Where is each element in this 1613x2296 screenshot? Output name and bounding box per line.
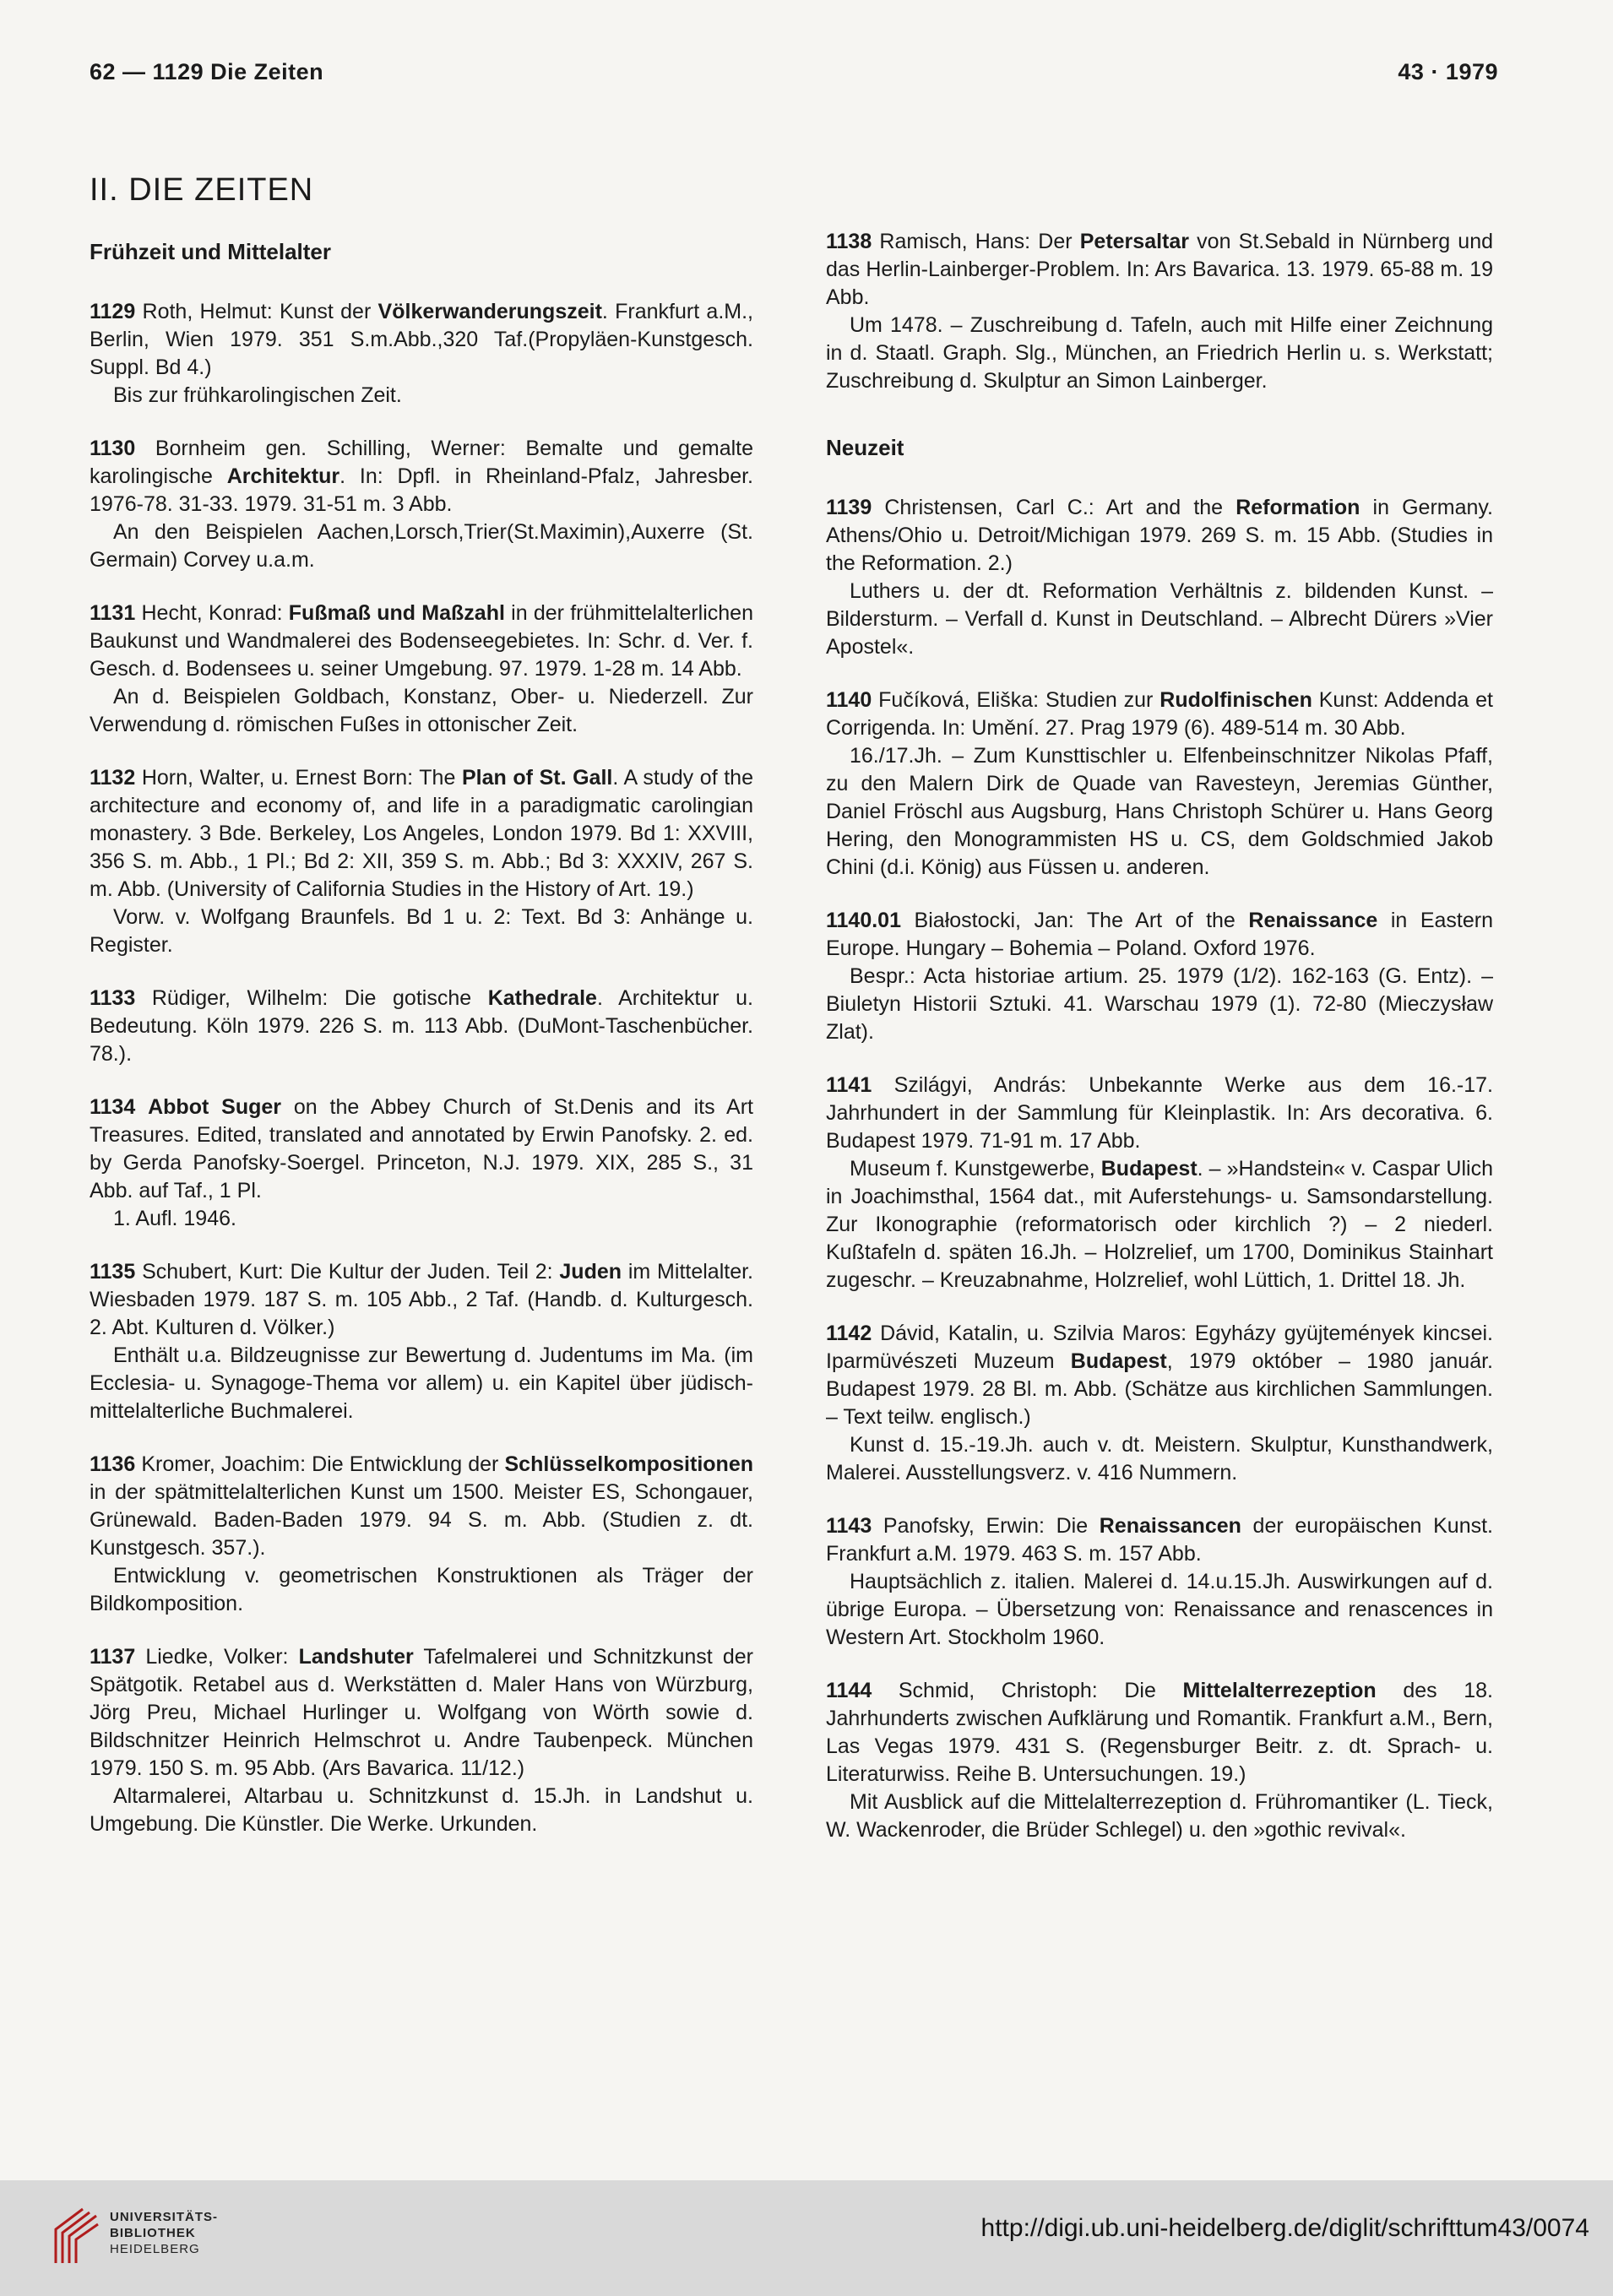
entry-number: 1135	[90, 1260, 136, 1284]
bibliography-entry	[826, 1320, 1493, 1487]
annotation-keyword: Budapest	[1100, 1157, 1198, 1181]
entry-citation	[90, 1094, 753, 1205]
entry-text-post: . Frankfurt a.M., Berlin, Wien 1979. 351 S.m.Abb.,320 Taf.(Propyläen-Kunstgesch. Suppl. Bd 4.)	[90, 300, 753, 379]
annotation-text: Um 1478. – Zuschreibung d. Tafeln, auch mit Hilfe einer Zeichnung in d. Staatl. Graph. Slg., München, an Friedrich Herlin u. s. Werkstatt; Zuschreibung d. Skulptur an Simon Lainberger.	[826, 313, 1493, 393]
entry-number: 1134	[90, 1095, 136, 1119]
entry-text-post: Kunst: Addenda et Corrigenda. In: Umění. 27. Prag 1979 (6). 489-514 m. 30 Abb.	[826, 688, 1493, 740]
entry-keyword: Plan of St. Gall	[461, 766, 613, 790]
entry-text-pre: Liedke, Volker:	[135, 1645, 299, 1669]
entry-text-post: Tafelmalerei und Schnitzkunst der Spätgotik. Retabel aus d. Werkstätten d. Maler Hans von Würzburg, Jörg Preu, Michael Hurlinger u. Wolfgang von Wörth sowie d. Bildschnitzer Heinrich Helmschrot u. Andre Taubenpeck. München 1979. 150 S. m. 95 Abb. (Ars Bavarica. 11/12.)	[90, 1645, 753, 1780]
library-logo-icon	[49, 2204, 100, 2265]
annotation-text: Hauptsächlich z. italien. Malerei d. 14.u.15.Jh. Auswirkungen auf d. übrige Europa. – Übersetzung von: Renaissance and renascences in Western Art. Stockholm 1960.	[826, 1570, 1493, 1649]
footer-bar	[0, 2180, 1613, 2296]
entry-citation	[90, 1643, 753, 1783]
left-entry-list	[90, 298, 753, 1838]
entry-annotation	[90, 904, 753, 959]
annotation-text-pre: Museum f. Kunstgewerbe,	[850, 1157, 1101, 1181]
entry-number: 1143	[826, 1514, 872, 1538]
entry-text-pre: Białostocki, Jan: The Art of the	[901, 909, 1249, 932]
entry-annotation	[826, 578, 1493, 661]
bibliography-entry	[826, 1512, 1493, 1652]
entry-keyword: Fußmaß und Maßzahl	[288, 601, 505, 625]
entry-keyword: Reformation	[1236, 496, 1360, 519]
entry-text-pre: Fučíková, Eliška: Studien zur	[872, 688, 1160, 712]
running-head-right: 43 · 1979	[1398, 59, 1498, 84]
entry-citation	[90, 435, 753, 518]
annotation-text: . – »Handstein« v. Caspar Ulich in Joachimsthal, 1564 dat., mit Auferstehungs- u. Samsondarstellung. Zur Ikonographie (reformatorisch oder kirchlich ?) – 2 niederl. Kußtafeln d. späten 16.Jh. – Holzrelief, um 1700, Dominikus Stainhart zugeschr. – Kreuzabnahme, Holzrelief, wohl Lüttich, 1. Drittel 18. Jh.	[826, 1157, 1493, 1292]
entry-text-pre: Kromer, Joachim: Die Entwicklung der	[135, 1452, 505, 1476]
annotation-text: Entwicklung v. geometrischen Konstruktionen als Träger der Bildkomposition.	[90, 1564, 753, 1615]
entry-citation	[826, 687, 1493, 742]
entry-text-pre: Szilágyi, András: Unbekannte Werke aus dem 16.-17. Jahrhundert in der Sammlung für Kleinplastik. In: Ars decorativa. 6. Budapest 1979. 71-91 m. 17 Abb.	[826, 1073, 1493, 1153]
entry-citation	[90, 1451, 753, 1562]
entry-text-pre: Bornheim gen. Schilling, Werner: Bemalte und gemalte karolingische	[90, 437, 753, 488]
entry-text-post: . Architektur u. Bedeutung. Köln 1979. 226 S. m. 113 Abb. (DuMont-Taschenbücher. 78.).	[90, 986, 753, 1066]
entry-annotation	[90, 382, 753, 410]
entry-citation	[826, 1677, 1493, 1788]
library-name-line3: HEIDELBERG	[110, 2242, 200, 2256]
entry-annotation	[826, 1431, 1493, 1487]
entry-text-post: on the Abbey Church of St.Denis and its Art Treasures. Edited, translated and annotated by Erwin Panofsky. 2. ed. by Gerda Panofsky-Soergel. Princeton, N.J. 1979. XIX, 285 S., 31 Abb. auf Taf., 1 Pl.	[90, 1095, 753, 1202]
right-entry-list-top	[826, 228, 1493, 395]
entry-keyword: Mittelalterrezeption	[1182, 1679, 1377, 1702]
entry-number: 1130	[90, 437, 136, 460]
bibliography-entry	[826, 228, 1493, 395]
annotation-text: Altarmalerei, Altarbau u. Schnitzkunst d. 15.Jh. in Landshut u. Umgebung. Die Künstler. Die Werke. Urkunden.	[90, 1784, 753, 1836]
entry-number: 1140	[826, 688, 872, 712]
entry-text-pre: Panofsky, Erwin: Die	[872, 1514, 1100, 1538]
entry-citation	[90, 985, 753, 1068]
entry-number: 1133	[90, 986, 136, 1010]
entry-citation	[826, 1512, 1493, 1568]
bibliography-entry	[90, 1094, 753, 1233]
annotation-text: Luthers u. der dt. Reformation Verhältnis z. bildenden Kunst. – Bildersturm. – Verfall d. Kunst in Deutschland. – Albrecht Dürers »Vier Apostel«.	[826, 579, 1493, 659]
right-entry-list	[826, 494, 1493, 1844]
source-url-link[interactable]: http://digi.ub.uni-heidelberg.de/diglit/schrifttum43/0074	[980, 2214, 1589, 2242]
entry-annotation	[826, 1788, 1493, 1844]
section-title: II. DIE ZEITEN	[90, 172, 314, 208]
entry-keyword: Petersaltar	[1079, 230, 1189, 253]
entry-text-pre: Schubert, Kurt: Die Kultur der Juden. Teil 2:	[135, 1260, 560, 1284]
annotation-text: Bis zur frühkarolingischen Zeit.	[113, 383, 402, 407]
annotation-text: Bespr.: Acta historiae artium. 25. 1979 (1/2). 162-163 (G. Entz). – Biuletyn Historii Sztuki. 41. Warschau 1979 (1). 72-80 (Mieczysław Zlat).	[826, 964, 1493, 1044]
entry-annotation	[90, 683, 753, 739]
entry-text-pre: Christensen, Carl C.: Art and the	[872, 496, 1236, 519]
subsection-heading-fruehzeit: Frühzeit und Mittelalter	[90, 239, 331, 264]
entry-citation	[826, 1320, 1493, 1431]
entry-keyword: Kathedrale	[487, 986, 597, 1010]
entry-annotation	[90, 1342, 753, 1425]
entry-keyword: Renaissancen	[1099, 1514, 1241, 1538]
page-header	[0, 59, 1613, 93]
entry-number: 1136	[90, 1452, 136, 1476]
bibliography-entry	[90, 985, 753, 1068]
entry-annotation	[90, 1783, 753, 1838]
entry-number: 1141	[826, 1073, 872, 1097]
entry-text-pre: Roth, Helmut: Kunst der	[135, 300, 378, 323]
bibliography-entry	[826, 1677, 1493, 1844]
bibliography-entry	[90, 435, 753, 574]
entry-text-pre: Rüdiger, Wilhelm: Die gotische	[135, 986, 488, 1010]
entry-text-post: in Germany. Athens/Ohio u. Detroit/Michigan 1979. 269 S. m. 15 Abb. (Studies in the Reformation. 2.)	[826, 496, 1493, 575]
entry-number: 1144	[826, 1679, 872, 1702]
entry-citation	[826, 907, 1493, 963]
library-name-line1: UNIVERSITÄTS-	[110, 2210, 219, 2224]
entry-keyword: Renaissance	[1248, 909, 1378, 932]
entry-number: 1137	[90, 1645, 136, 1669]
entry-number: 1140.01	[826, 909, 901, 932]
annotation-text: Vorw. v. Wolfgang Braunfels. Bd 1 u. 2: Text. Bd 3: Anhänge u. Register.	[90, 905, 753, 957]
left-column	[90, 228, 753, 1864]
annotation-text: 1. Aufl. 1946.	[113, 1207, 236, 1230]
bibliography-entry	[90, 1643, 753, 1838]
entry-number: 1142	[826, 1322, 872, 1345]
entry-annotation	[90, 1205, 753, 1233]
entry-keyword: Schlüsselkompositionen	[504, 1452, 753, 1476]
entry-citation	[826, 494, 1493, 578]
entry-text-pre: Hecht, Konrad:	[135, 601, 289, 625]
entry-keyword: Völkerwanderungszeit	[377, 300, 602, 323]
annotation-text: Enthält u.a. Bildzeugnisse zur Bewertung d. Judentums im Ma. (im Ecclesia- u. Synagoge-Thema vor allem) u. ein Kapitel über jüdisch-mittelalterliche Buchmalerei.	[90, 1343, 753, 1423]
bibliography-entry	[826, 1072, 1493, 1295]
entry-annotation	[826, 742, 1493, 882]
entry-text-post: im Mittelalter. Wiesbaden 1979. 187 S. m. 105 Abb., 2 Taf. (Handb. d. Kulturgesch. 2. Abt. Kulturen d. Völker.)	[90, 1260, 753, 1339]
entry-keyword: Rudolfinischen	[1160, 688, 1312, 712]
bibliography-entry	[90, 1451, 753, 1618]
entry-keyword: Landshuter	[298, 1645, 414, 1669]
entry-citation	[826, 1072, 1493, 1155]
entry-number: 1129	[90, 300, 136, 323]
entry-citation	[90, 1258, 753, 1342]
entry-annotation	[826, 312, 1493, 395]
entry-citation	[826, 228, 1493, 312]
entry-text-pre: Dávid, Katalin, u. Szilvia Maros: Egyházy gyüjtemények kincsei. Iparmüvészeti Muzeum	[826, 1322, 1493, 1373]
entry-keyword: Abbot Suger	[148, 1095, 282, 1119]
entry-text-post: in der frühmittelalterlichen Baukunst und Wandmalerei des Bodenseegebietes. In: Schr. d. Ver. f. Gesch. d. Bodensees u. seiner Umgebung. 97. 1979. 1-28 m. 14 Abb.	[90, 601, 753, 681]
entry-text-post: . In: Dpfl. in Rheinland-Pfalz, Jahresber. 1976-78. 31-33. 1979. 31-51 m. 3 Abb.	[90, 464, 753, 516]
entry-text-post: des 18. Jahrhunderts zwischen Aufklärung und Romantik. Frankfurt a.M., Bern, Las Vegas 1979. 431 S. (Regensburger Beitr. z. dt. Sprach- u. Literaturwiss. Reihe B. Untersuchungen. 19.)	[826, 1679, 1494, 1786]
subsection-heading-neuzeit: Neuzeit	[826, 435, 904, 460]
entry-keyword: Architektur	[226, 464, 340, 488]
entry-text-post: der europäischen Kunst. Frankfurt a.M. 1979. 463 S. m. 157 Abb.	[826, 1514, 1493, 1566]
entry-annotation	[826, 1155, 1493, 1295]
annotation-text: 16./17.Jh. – Zum Kunsttischler u. Elfenbeinschnitzer Nikolas Pfaff, zu den Malern Dirk de Quade van Ravesteyn, Jeremias Günther, Daniel Fröschl aus Augsburg, Hans Christoph Schürer u. Hans Georg Hering, den Monogrammisten HS u. CS, dem Goldschmied Jakob Chini (d.i. König) aus Füssen u. anderen.	[826, 744, 1493, 879]
entry-number: 1138	[826, 230, 872, 253]
entry-annotation	[826, 1568, 1493, 1652]
entry-number: 1131	[90, 601, 136, 625]
bibliography-entry	[90, 298, 753, 410]
entry-text-pre: Schmid, Christoph: Die	[872, 1679, 1183, 1702]
entry-text-pre: Ramisch, Hans: Der	[872, 230, 1080, 253]
library-name-line2: BIBLIOTHEK	[110, 2226, 196, 2240]
entry-text-post: . A study of the architecture and economy of, and life in a paradigmatic carolingian monastery. 3 Bde. Berkeley, Los Angeles, London 1979. Bd 1: XXVIII, 356 S. m. Abb., 1 Pl.; Bd 2: XII, 359 S. m. Abb.; Bd 3: XXXIV, 267 S. m. Abb. (University of California Studies in the History of Art. 19.)	[90, 766, 753, 901]
entry-annotation	[826, 963, 1493, 1046]
bibliography-entry	[826, 687, 1493, 882]
entry-text-post: , 1979 október – 1980 január. Budapest 1979. 28 Bl. m. Abb. (Schätze aus kirchlichen Sammlungen. – Text teilw. englisch.)	[826, 1349, 1493, 1429]
entry-text-pre: Horn, Walter, u. Ernest Born: The	[135, 766, 462, 790]
right-column	[826, 228, 1493, 1870]
annotation-text: An den Beispielen Aachen,Lorsch,Trier(St.Maximin),Auxerre (St. Germain) Corvey u.a.m.	[90, 520, 753, 572]
bibliography-entry	[826, 494, 1493, 661]
bibliography-entry	[90, 600, 753, 739]
running-head-left: 62 — 1129 Die Zeiten	[90, 59, 324, 84]
entry-annotation	[90, 1562, 753, 1618]
entry-text-post: in Eastern Europe. Hungary – Bohemia – Poland. Oxford 1976.	[826, 909, 1493, 960]
entry-citation	[90, 298, 753, 382]
entry-text-pre	[135, 1095, 148, 1119]
bibliography-entry	[826, 907, 1493, 1046]
entry-annotation	[90, 518, 753, 574]
entry-text-post: in der spätmittelalterlichen Kunst um 1500. Meister ES, Schongauer, Grünewald. Baden-Baden 1979. 94 S. m. Abb. (Studien z. dt. Kunstgesch. 357.).	[90, 1480, 753, 1560]
entry-citation	[90, 764, 753, 904]
entry-number: 1132	[90, 766, 136, 790]
library-name	[110, 2209, 218, 2257]
bibliography-entry	[90, 1258, 753, 1425]
annotation-text: Kunst d. 15.-19.Jh. auch v. dt. Meistern. Skulptur, Kunsthandwerk, Malerei. Ausstellungsverz. v. 416 Nummern.	[826, 1433, 1493, 1485]
bibliography-entry	[90, 764, 753, 959]
entry-citation	[90, 600, 753, 683]
annotation-text: Mit Ausblick auf die Mittelalterrezeption d. Frühromantiker (L. Tieck, W. Wackenroder, die Brüder Schlegel) u. den »gothic revival«.	[826, 1790, 1493, 1842]
entry-keyword: Budapest	[1070, 1349, 1167, 1373]
entry-number: 1139	[826, 496, 872, 519]
entry-keyword: Juden	[559, 1260, 622, 1284]
annotation-text: An d. Beispielen Goldbach, Konstanz, Ober- u. Niederzell. Zur Verwendung d. römischen Fußes in ottonischer Zeit.	[90, 685, 753, 736]
entry-text-post: von St.Sebald in Nürnberg und das Herlin-Lainberger-Problem. In: Ars Bavarica. 13. 1979. 65-88 m. 19 Abb.	[826, 230, 1494, 309]
